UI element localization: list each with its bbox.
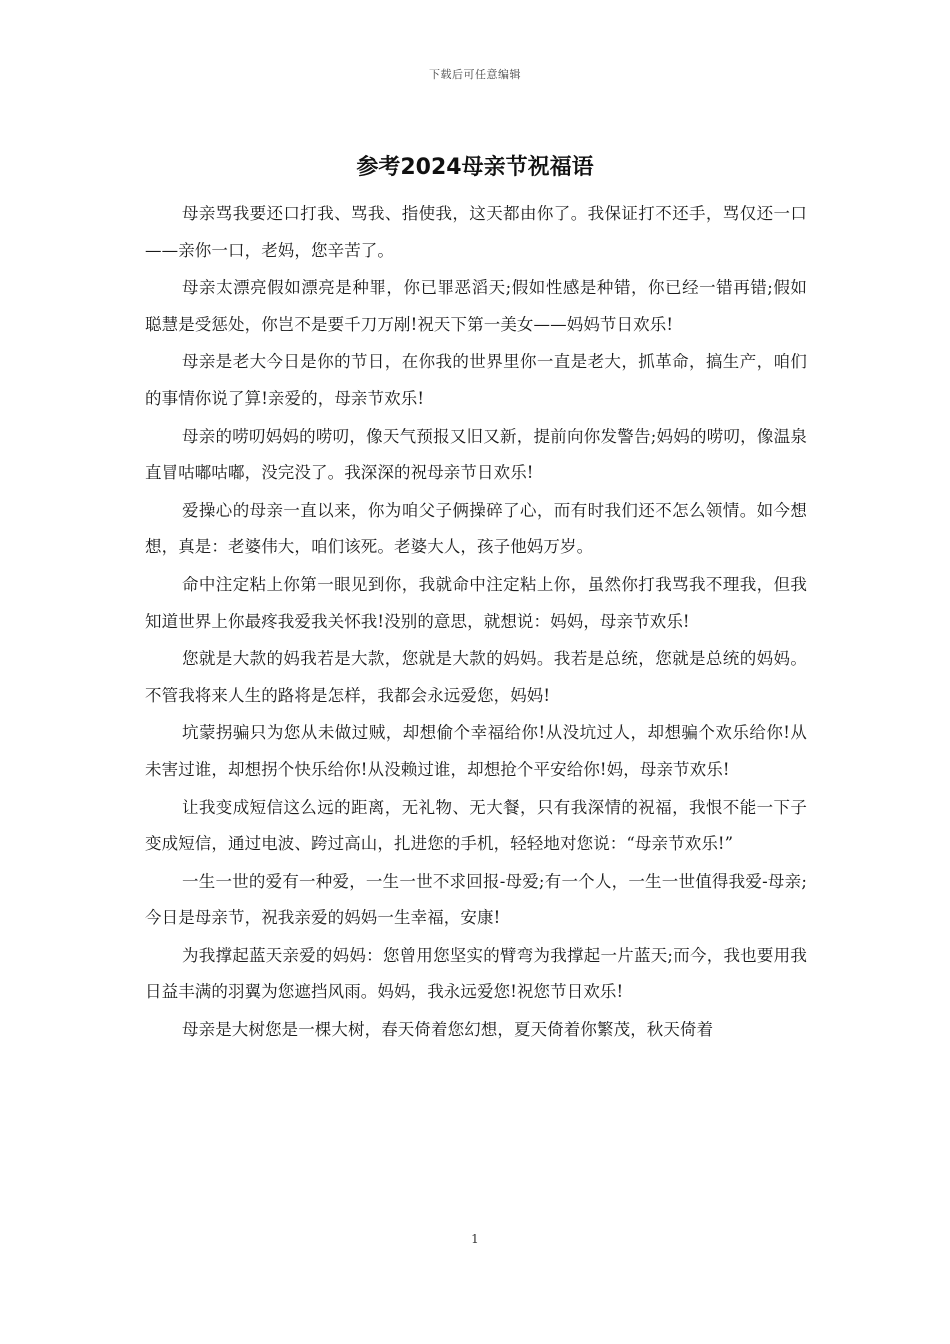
header-note: 下载后可任意编辑 (429, 68, 521, 81)
document-body (145, 196, 807, 1201)
paragraph: 爱操心的母亲一直以来，你为咱父子俩操碎了心，而有时我们还不怎么领情。如今想想，真是：老婆伟大，咱们该死。老婆大人，孩子他妈万岁。 (145, 500, 807, 557)
paragraph: 让我变成短信这么远的距离，无礼物、无大餐，只有我深情的祝福，我恨不能一下子变成短信，通过电波、跨过高山，扎进您的手机，轻轻地对您说：“母亲节欢乐!” (145, 797, 807, 854)
paragraph: 命中注定粘上你第一眼见到你，我就命中注定粘上你，虽然你打我骂我不理我，但我知道世界上你最疼我爱我关怀我!没别的意思，就想说：妈妈，母亲节欢乐! (145, 574, 807, 631)
paragraph: 为我撑起蓝天亲爱的妈妈：您曾用您坚实的臂弯为我撑起一片蓝天;而今，我也要用我日益丰满的羽翼为您遮挡风雨。妈妈，我永远爱您!祝您节日欢乐! (145, 945, 807, 1002)
paragraph: 您就是大款的妈我若是大款，您就是大款的妈妈。我若是总统，您就是总统的妈妈。不管我将来人生的路将是怎样，我都会永远爱您，妈妈! (145, 649, 807, 705)
paragraph: 母亲的唠叨妈妈的唠叨，像天气预报又旧又新，提前向你发警告;妈妈的唠叨，像温泉直冒咕嘟咕嘟，没完没了。我深深的祝母亲节日欢乐! (145, 426, 807, 483)
paragraph: 母亲是大树您是一棵大树，春天倚着您幻想，夏天倚着你繁茂，秋天倚着 (182, 1020, 714, 1040)
paragraph: 母亲骂我要还口打我、骂我、指使我，这天都由你了。我保证打不还手，骂仅还一口——亲你一口，老妈，您辛苦了。 (145, 204, 807, 260)
paragraph: 母亲太漂亮假如漂亮是种罪，你已罪恶滔天;假如性感是种错，你已经一错再错;假如聪慧是受惩处，你岂不是要千刀万剐!祝天下第一美女——妈妈节日欢乐! (145, 278, 807, 334)
paragraph: 母亲是老大今日是你的节日，在你我的世界里你一直是老大，抓革命，搞生产，咱们的事情你说了算!亲爱的，母亲节欢乐! (145, 352, 807, 408)
paragraph: 一生一世的爱有一种爱，一生一世不求回报-母爱;有一个人，一生一世值得我爱-母亲;今日是母亲节，祝我亲爱的妈妈一生幸福，安康! (145, 871, 807, 928)
paragraph: 坑蒙拐骗只为您从未做过贼，却想偷个幸福给你!从没坑过人，却想骗个欢乐给你!从未害过谁，却想拐个快乐给你!从没赖过谁，却想抢个平安给你!妈，母亲节欢乐! (145, 723, 807, 779)
page-number: 1 (471, 1232, 479, 1246)
document-title: 参考2024母亲节祝福语 (356, 155, 594, 180)
